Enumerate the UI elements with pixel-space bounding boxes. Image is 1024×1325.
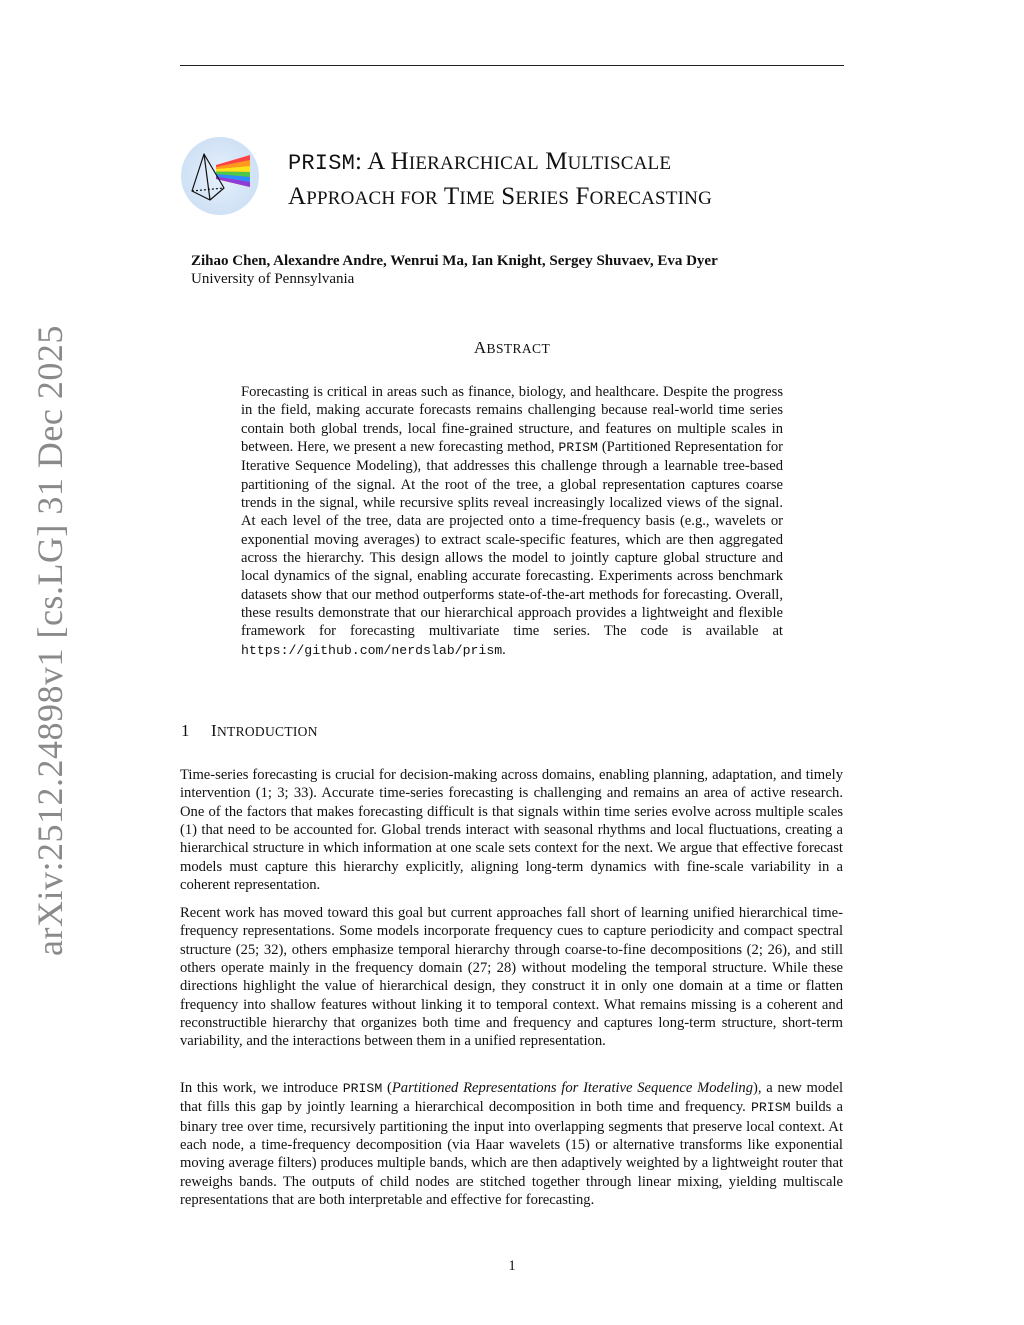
model-name: PRISM [342,1081,383,1096]
intro-paragraph-3: In this work, we introduce PRISM (Partitioned Representations for Iterative Sequence Modeling), a new model that fills this gap by jointly learning a hierarchical decomposition in both time and frequency. PRISM builds a binary tree over time, recursively partitioning the input into overlapping segments that preserve local context. At each node, a time-frequency decomposition (via Haar wavelets (15) or alternative transforms like exponential moving average filters) produces multiple bands, which are then adaptively weighted by a lightweight router that reweighs bands. The outputs of child nodes are stitched together through linear mixing, yielding multiscale representations that are both interpretable and effective for forecasting. [180,1080,843,1209]
author-list: Zihao Chen, Alexandre Andre, Wenrui Ma, Ian Knight, Sergey Shuvaev, Eva Dyer [191,253,718,269]
intro-paragraph-2: Recent work has moved toward this goal but current approaches fall short of learning unified hierarchical time-frequency representations. Some models incorporate frequency cues to capture periodicity and compact spectral structure (25; 32), others emphasize temporal hierarchy through coarse-to-fine decompositions (2; 26), and still others operate mainly in the frequency domain (27; 28) without modeling the temporal structure. While these directions highlight the value of hierarchical design, they construct it in only one domain at a time or flatten frequency into shallow features without linking it to temporal context. What remains missing is a coherent and reconstructible hierarchy that organizes both time and frequency and captures long-term structure, short-term variability, and the interactions between them in a unified representation. [180,905,843,1050]
title-model-name: PRISM [288,151,356,176]
paper-title: PRISM: A HIERARCHICAL MULTISCALE APPROACH FOR TIME SERIES FORECASTING [288,148,712,210]
code-link[interactable]: https://github.com/nerdslab/prism [241,642,503,658]
section-heading-introduction: 1 INTRODUCTION [181,721,318,740]
page-number: 1 [508,1258,516,1274]
intro-paragraph-1: Time-series forecasting is crucial for decision-making across domains, enabling planning, adaptation, and timely intervention (1; 3; 33). Accurate time-series forecasting is challenging and remains an area of active research. One of the factors that makes forecasting difficult is that signals within time series evolve across multiple scales (1) that need to be accounted for. Global trends interact with seasonal rhythms and local fluctuations, creating a hierarchical structure in which information at one scale sets context for the next. We argue that effective forecast models must capture this hierarchy explicitly, aligning long-term dynamics with fine-scale variability in a coherent representation. [180,767,843,894]
top-rule [180,65,844,66]
affiliation: University of Pennsylvania [191,271,355,287]
prism-logo-icon [180,136,260,216]
arxiv-identifier: arXiv:2512.24898v1 [cs.LG] 31 Dec 2025 [30,325,70,956]
abstract-heading: ABSTRACT [473,338,551,357]
abstract-body: Forecasting is critical in areas such as finance, biology, and healthcare. Despite the progress in the field, making accurate forecasts remains challenging because real-world time series contain both global trends, local fine-grained structure, and features on multiple scales in between. Here, we present a new forecasting method, PRISM (Partitioned Representation for Iterative Sequence Modeling), that addresses this challenge through a learnable tree-based partitioning of the signal. At the root of the tree, a global representation captures coarse trends in the signal, while recursive splits reveal increasingly localized views of the signal. At each level of the tree, data are projected onto a time-frequency basis (e.g., wavelets or exponential moving averages) to extract scale-specific features, which are then aggregated across the hierarchy. This design allows the model to jointly capture global structure and local dynamics of the signal, enabling accurate forecasting. Experiments across benchmark datasets show that our method outperforms state-of-the-art methods for forecasting. Overall, these results demonstrate that our hierarchical approach provides a lightweight and flexible framework for forecasting multivariate time series. The code is available at https://github.com/nerdslab/prism. [241,384,783,658]
model-name: PRISM [750,1100,791,1116]
model-name: PRISM [558,440,598,456]
